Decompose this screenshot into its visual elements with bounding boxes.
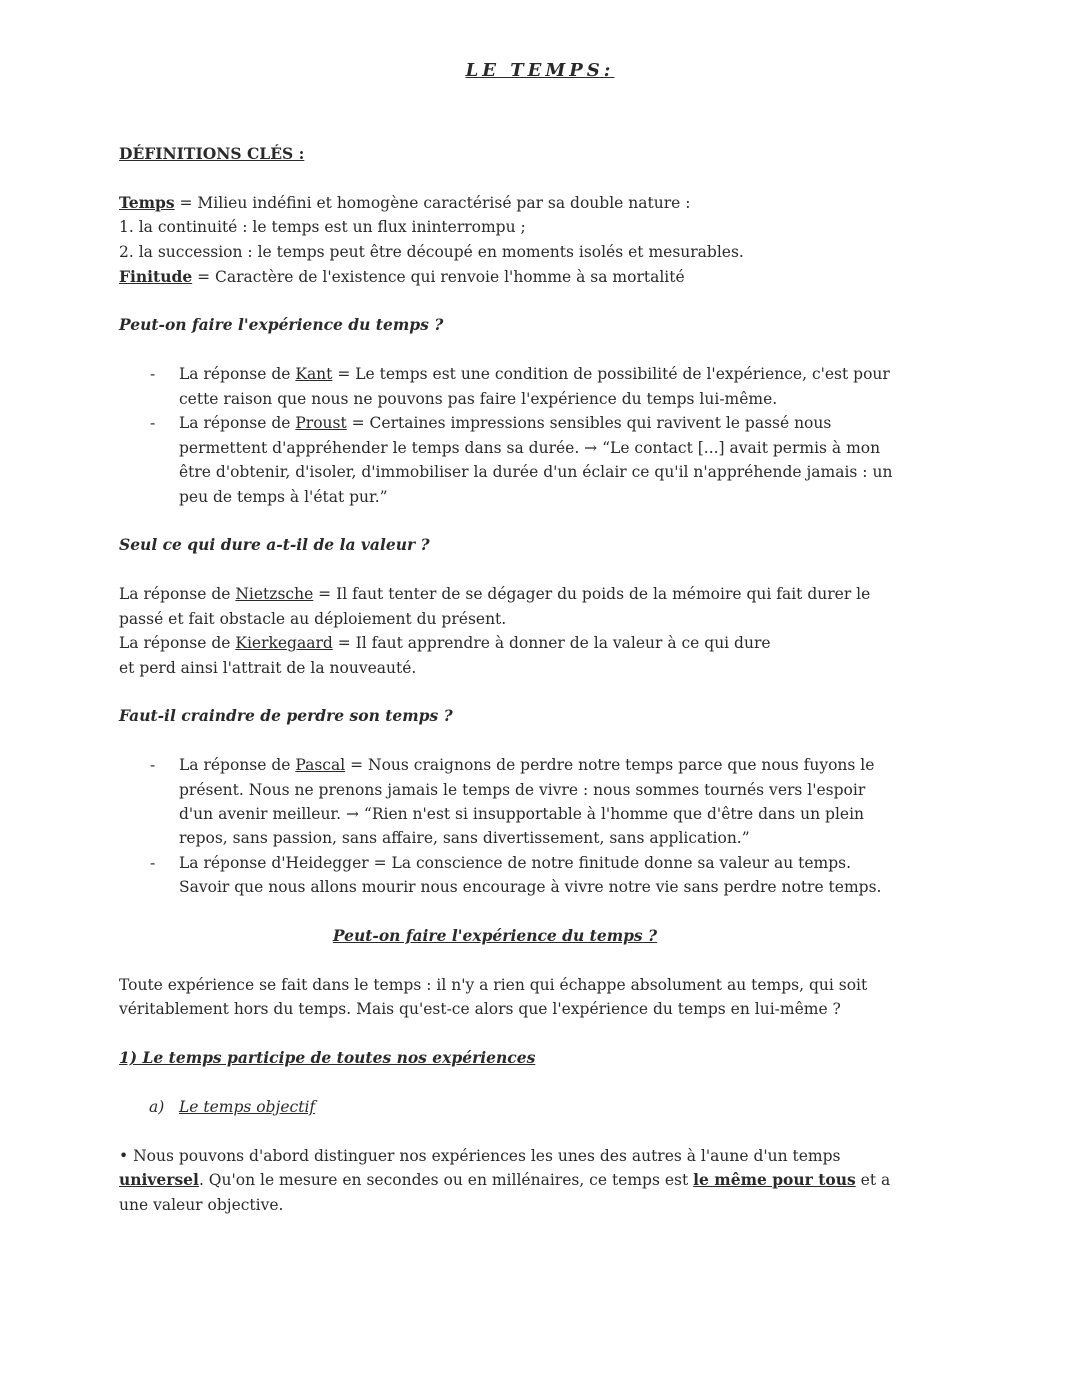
bullet-dash: -	[150, 414, 156, 432]
proust-answer-line-4: peu de temps à l'état pur.”	[179, 488, 388, 506]
paragraph-line-1: • Nous pouvons d'abord distinguer nos expériences les unes des autres à l'aune d'un temps	[119, 1147, 841, 1165]
paragraph-line-2	[119, 1169, 890, 1191]
definition-item-2: 2. la succession : le temps peut être découpé en moments isolés et mesurables.	[119, 243, 744, 261]
paragraph-text: et a	[855, 1171, 891, 1189]
keyword-meme-pour-tous: le même pour tous	[693, 1170, 856, 1189]
answer-text: = Nous craignons de perdre notre temps parce que nous fuyons le	[345, 756, 875, 774]
answer-text: = Il faut tenter de se dégager du poids de la mémoire qui fait durer le	[313, 585, 871, 603]
paragraph-line-3: une valeur objective.	[119, 1196, 284, 1214]
answer-prefix: La réponse de	[179, 414, 296, 432]
proust-answer	[179, 412, 831, 434]
page-title: LE TEMPS:	[465, 60, 615, 81]
question-1-heading: Peut-on faire l'expérience du temps ?	[119, 315, 444, 334]
proust-answer-line-3: être d'obtenir, d'isoler, d'immobiliser la durée d'un éclair ce qu'il n'appréhende jamais : un	[179, 463, 893, 481]
intro-line-1: Toute expérience se fait dans le temps : il n'y a rien qui échappe absolument au temps, qui soit	[119, 976, 868, 994]
author-nietzsche: Nietzsche	[235, 585, 314, 603]
keyword-universel: universel	[119, 1170, 199, 1189]
definition-temps	[119, 192, 690, 214]
kant-answer-line-2: cette raison que nous ne pouvons pas faire l'expérience du temps lui-même.	[179, 390, 778, 408]
author-kierkegaard: Kierkegaard	[235, 634, 333, 652]
answer-text: = Il faut apprendre à donner de la valeur à ce qui dure	[332, 634, 771, 652]
kierkegaard-answer	[119, 632, 771, 654]
answer-prefix: La réponse de	[179, 756, 296, 774]
question-3-heading: Faut-il craindre de perdre son temps ?	[119, 706, 453, 725]
definition-item-1: 1. la continuité : le temps est un flux ininterrompu ;	[119, 218, 526, 236]
subsection-title: Le temps objectif	[179, 1098, 316, 1116]
pascal-answer-line-4: repos, sans passion, sans affaire, sans divertissement, sans application.”	[179, 829, 750, 847]
answer-text: = Le temps est une condition de possibilité de l'expérience, c'est pour	[332, 365, 890, 383]
answer-prefix: La réponse de	[179, 365, 296, 383]
definition-finitude	[119, 266, 685, 288]
heidegger-answer: La réponse d'Heidegger = La conscience de notre finitude donne sa valeur au temps.	[179, 854, 852, 872]
proust-answer-line-2: permettent d'appréhender le temps dans sa durée. → “Le contact [...] avait permis à mon	[179, 439, 881, 457]
kierkegaard-answer-line-2: et perd ainsi l'attrait de la nouveauté.	[119, 659, 417, 677]
pascal-answer-line-2: présent. Nous ne prenons jamais le temps de vivre : nous sommes tournés vers l'espoir	[179, 781, 866, 799]
nietzsche-answer-line-2: passé et fait obstacle au déploiement du présent.	[119, 610, 507, 628]
nietzsche-answer	[119, 583, 870, 605]
subsection-label: a)	[149, 1098, 165, 1116]
definitions-heading: DÉFINITIONS CLÉS :	[119, 144, 305, 163]
intro-line-2: véritablement hors du temps. Mais qu'est-ce alors que l'expérience du temps en lui-même ?	[119, 1000, 841, 1018]
section-heading: Peut-on faire l'expérience du temps ?	[332, 926, 658, 945]
pascal-answer	[179, 754, 874, 776]
kant-answer	[179, 363, 890, 385]
author-kant: Kant	[295, 365, 333, 383]
definition-temps-text: = Milieu indéfini et homogène caractérisé par sa double nature :	[174, 194, 691, 212]
author-proust: Proust	[295, 414, 347, 432]
bullet-dash: -	[150, 854, 156, 872]
part-1-heading: 1) Le temps participe de toutes nos expériences	[119, 1048, 536, 1067]
pascal-answer-line-3: d'un avenir meilleur. → “Rien n'est si insupportable à l'homme que d'être dans un plein	[179, 805, 865, 823]
question-2-heading: Seul ce qui dure a-t-il de la valeur ?	[119, 535, 430, 554]
paragraph-text: . Qu'on le mesure en secondes ou en millénaires, ce temps est	[198, 1171, 694, 1189]
definition-finitude-text: = Caractère de l'existence qui renvoie l'homme à sa mortalité	[192, 268, 685, 286]
answer-prefix: La réponse de	[119, 585, 236, 603]
bullet-dash: -	[150, 756, 156, 774]
author-pascal: Pascal	[295, 756, 346, 774]
answer-text: = Certaines impressions sensibles qui ravivent le passé nous	[346, 414, 832, 432]
bullet-dash: -	[150, 365, 156, 383]
term-temps: Temps	[119, 193, 175, 212]
answer-prefix: La réponse de	[119, 634, 236, 652]
heidegger-answer-line-2: Savoir que nous allons mourir nous encourage à vivre notre vie sans perdre notre temps.	[179, 878, 882, 896]
term-finitude: Finitude	[119, 267, 193, 286]
